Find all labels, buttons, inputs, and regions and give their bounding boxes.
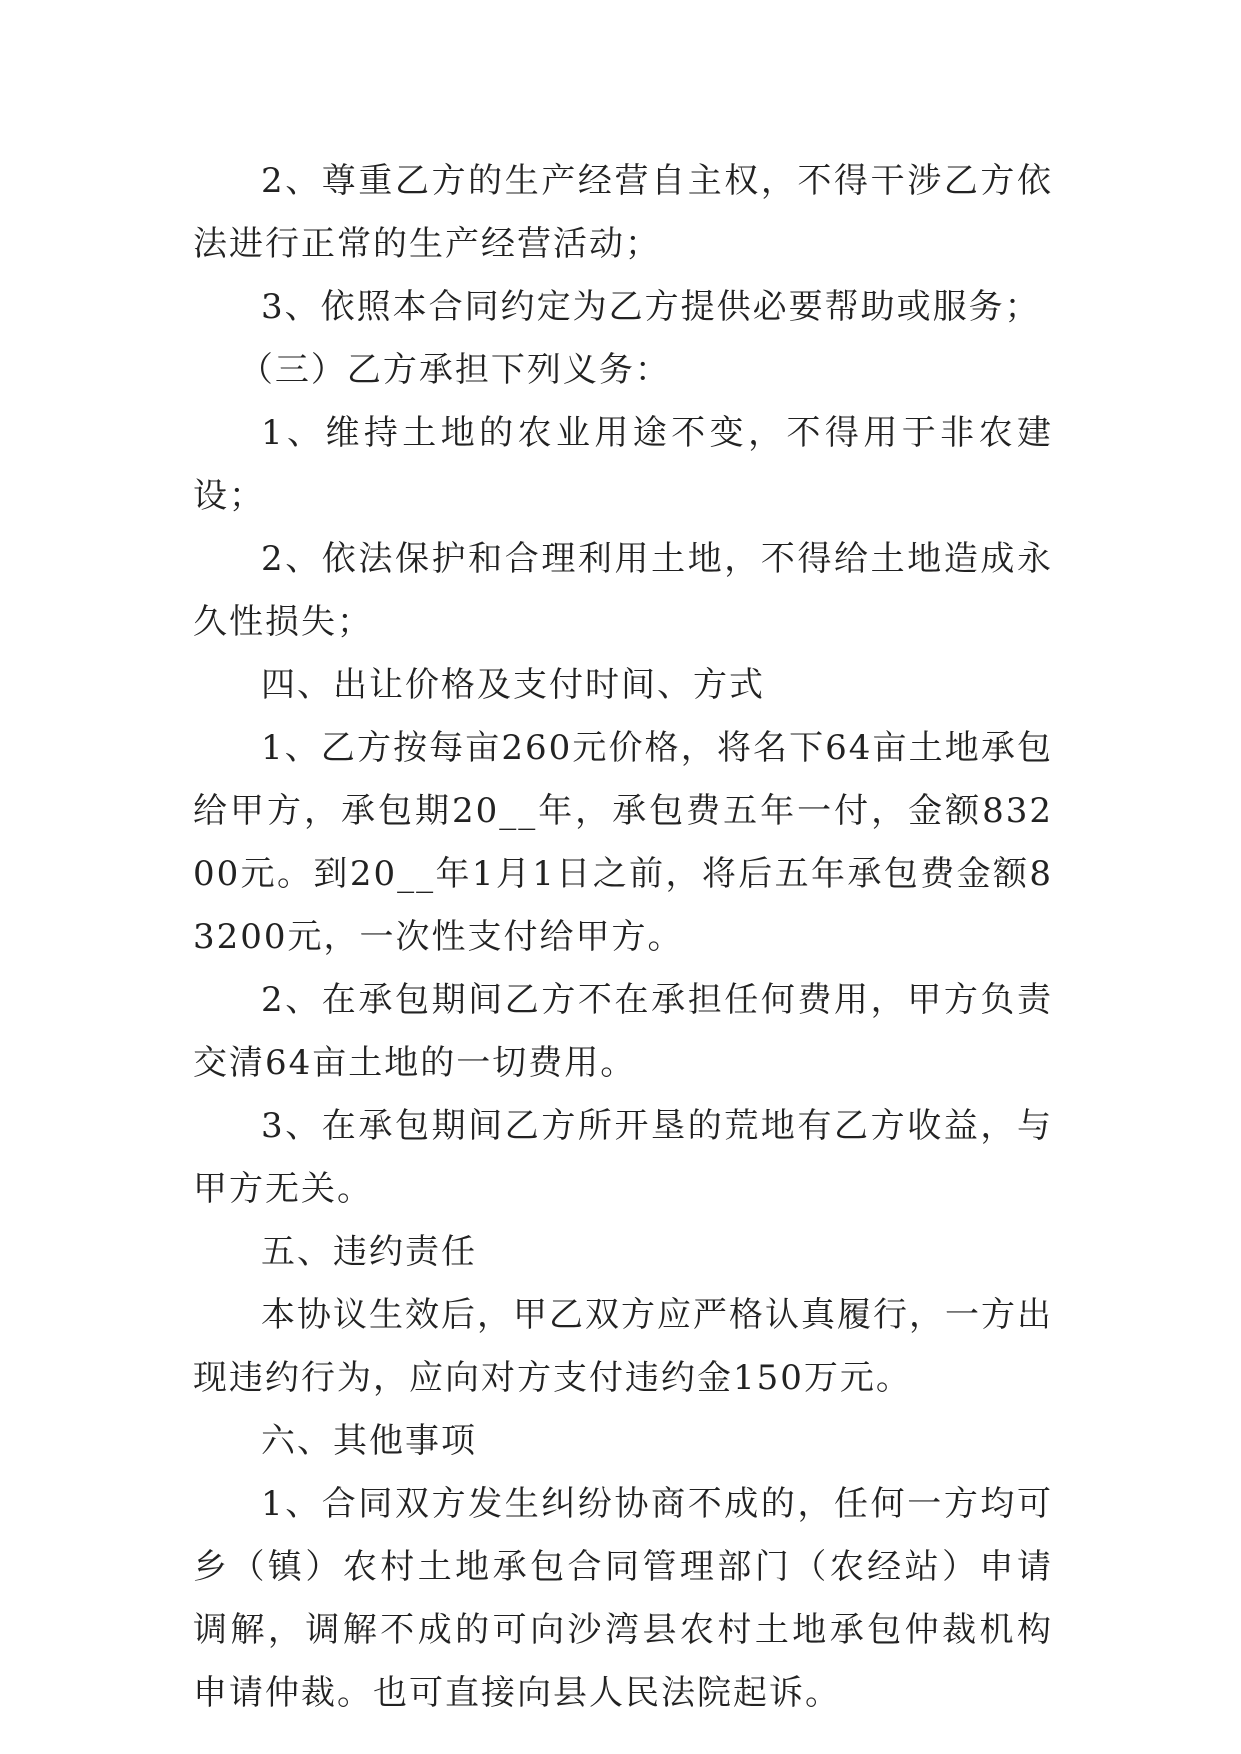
section-heading-party-b-obligations: （三）乙方承担下列义务： — [238, 350, 671, 390]
paragraph-price-2: 2、在承包期间乙方不在承担任何费用，甲方负责交清64亩土地的一切费用。 — [193, 980, 1053, 1083]
document-body — [193, 150, 1053, 1725]
section-heading-price-payment: 四、出让价格及支付时间、方式 — [261, 665, 765, 705]
paragraph-party-b-obligation-2: 2、依法保护和合理利用土地，不得给土地造成永久性损失； — [193, 539, 1053, 642]
paragraph-price-1: 1、乙方按每亩260元价格，将名下64亩土地承包给甲方，承包期20__年，承包费五年一付，金额83200元。到20__年1月1日之前，将后五年承包费金额83200元，一次性支付给甲方。 — [193, 728, 1053, 957]
paragraph-price-3: 3、在承包期间乙方所开垦的荒地有乙方收益，与甲方无关。 — [193, 1106, 1053, 1209]
paragraph-breach: 本协议生效后，甲乙双方应严格认真履行，一方出现违约行为，应向对方支付违约金150万元。 — [193, 1295, 1053, 1398]
section-heading-breach: 五、违约责任 — [261, 1232, 477, 1272]
paragraph-party-b-obligation-1: 1、维持土地的农业用途不变，不得用于非农建设； — [193, 413, 1053, 516]
paragraph-other-1: 1、合同双方发生纠纷协商不成的，任何一方均可乡（镇）农村土地承包合同管理部门（农经站）申请调解，调解不成的可向沙湾县农村土地承包仲裁机构申请仲裁。也可直接向县人民法院起诉。 — [193, 1484, 1053, 1713]
paragraph-obligation-2: 2、尊重乙方的生产经营自主权，不得干涉乙方依法进行正常的生产经营活动； — [193, 161, 1053, 264]
paragraph-obligation-3: 3、依照本合同约定为乙方提供必要帮助或服务； — [261, 287, 1041, 327]
section-heading-other-matters: 六、其他事项 — [261, 1421, 477, 1461]
